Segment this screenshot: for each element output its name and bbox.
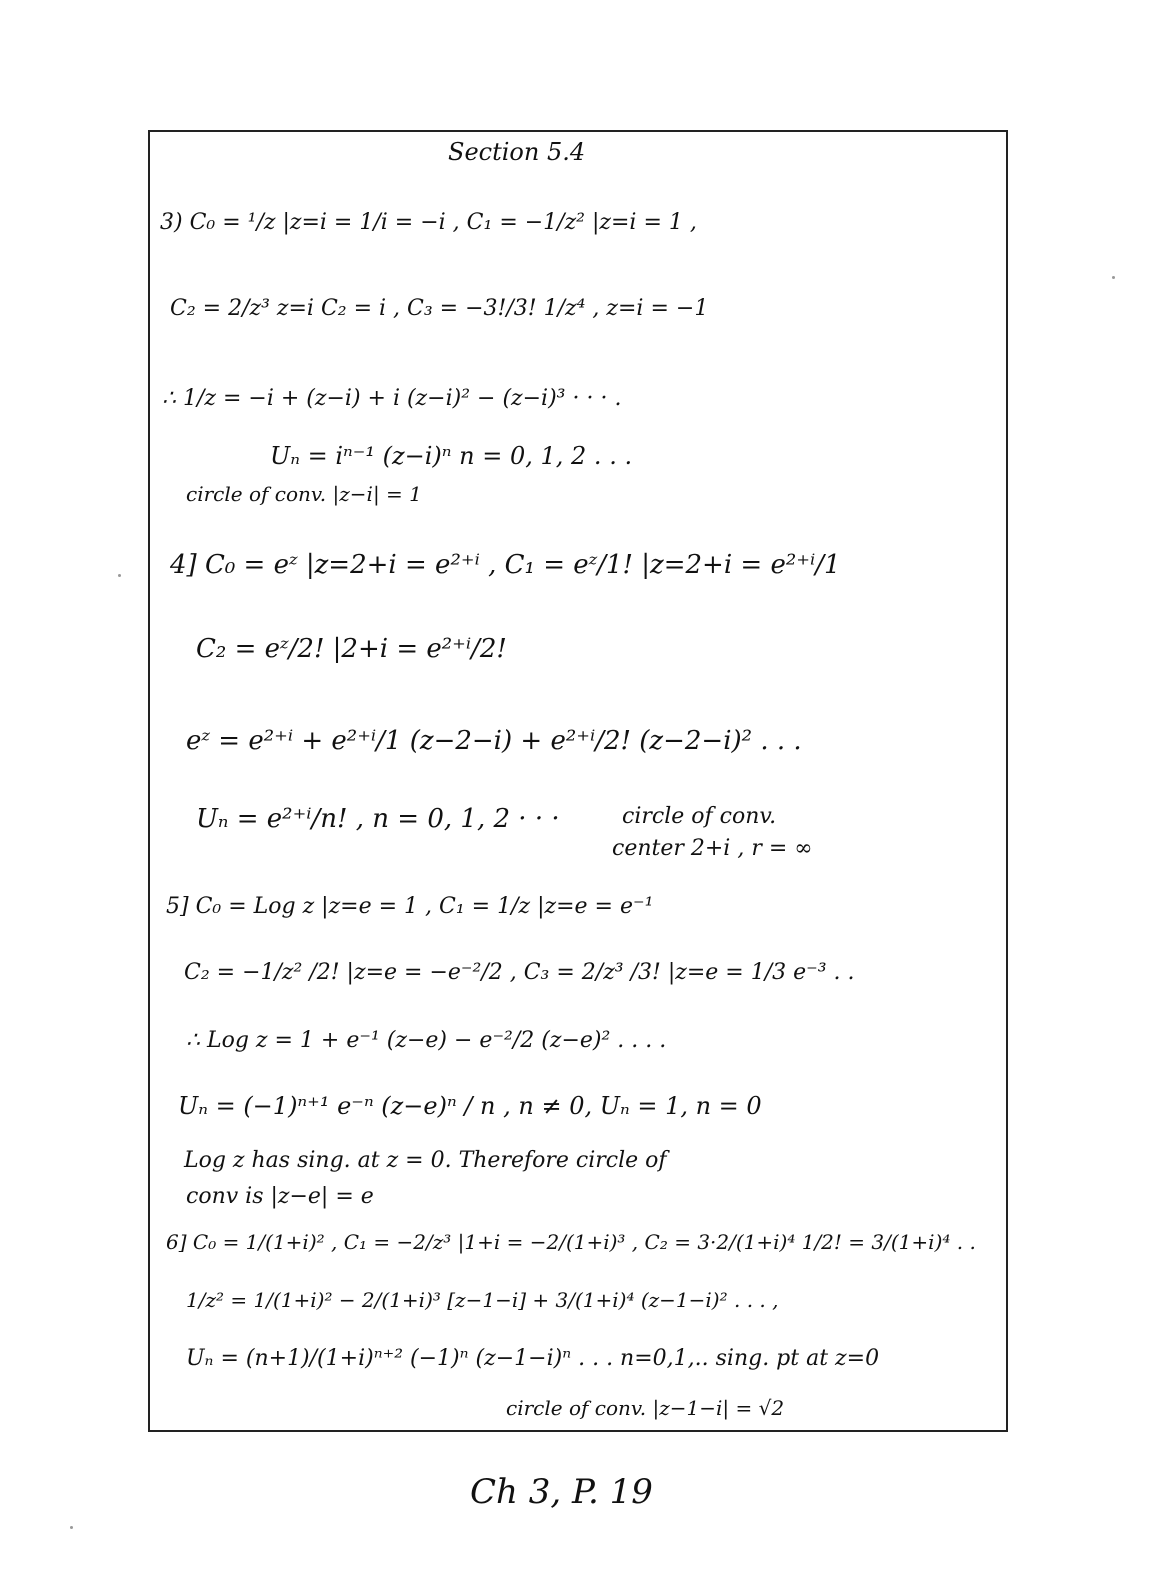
problem-6-line-3: Uₙ = (n+1)/(1+i)ⁿ⁺² (−1)ⁿ (z−1−i)ⁿ . . . n=0,1,.. sing. pt at z=0 <box>186 1346 880 1371</box>
problem-4-line-5: center 2+i , r = ∞ <box>612 836 813 861</box>
problem-6-line-2: 1/z² = 1/(1+i)² − 2/(1+i)³ [z−1−i] + 3/(1+i)⁴ (z−1−i)² . . . , <box>186 1288 779 1312</box>
problem-5-line-6: conv is |z−e| = e <box>186 1184 374 1209</box>
section-title: Section 5.4 <box>448 138 586 166</box>
problem-3-line-5: circle of conv. |z−i| = 1 <box>186 482 422 506</box>
problem-3-line-3: ∴ 1/z = −i + (z−i) + i (z−i)² − (z−i)³ · · · . <box>162 386 622 411</box>
problem-4-line-4: Uₙ = e²⁺ⁱ/n! , n = 0, 1, 2 · · · <box>196 804 560 834</box>
page-footer: Ch 3, P. 19 <box>470 1472 653 1512</box>
scan-speck <box>1112 276 1115 279</box>
scan-speck <box>118 574 121 577</box>
problem-3-line-1: 3) C₀ = ¹/z |z=i = 1/i = −i , C₁ = −1/z² |z=i = 1 , <box>160 210 697 235</box>
problem-4-line-4b: circle of conv. <box>622 804 777 829</box>
problem-5-line-5: Log z has sing. at z = 0. Therefore circle of <box>184 1148 667 1173</box>
problem-3-line-2: C₂ = 2/z³ z=i C₂ = i , C₃ = −3!/3! 1/z⁴ , z=i = −1 <box>170 296 709 321</box>
problem-4-line-2: C₂ = eᶻ/2! |2+i = e²⁺ⁱ/2! <box>196 634 507 664</box>
problem-5-line-3: ∴ Log z = 1 + e⁻¹ (z−e) − e⁻²/2 (z−e)² . . . . <box>186 1028 667 1053</box>
scan-speck <box>70 1526 73 1529</box>
problem-5-line-4: Uₙ = (−1)ⁿ⁺¹ e⁻ⁿ (z−e)ⁿ / n , n ≠ 0, Uₙ = 1, n = 0 <box>178 1092 762 1120</box>
problem-5-line-1: 5] C₀ = Log z |z=e = 1 , C₁ = 1/z |z=e = e⁻¹ <box>166 894 654 919</box>
problem-6-line-4: circle of conv. |z−1−i| = √2 <box>506 1396 785 1420</box>
problem-6-line-1: 6] C₀ = 1/(1+i)² , C₁ = −2/z³ |1+i = −2/(1+i)³ , C₂ = 3·2/(1+i)⁴ 1/2! = 3/(1+i)⁴ . . <box>166 1230 976 1254</box>
problem-4-line-3: eᶻ = e²⁺ⁱ + e²⁺ⁱ/1 (z−2−i) + e²⁺ⁱ/2! (z−2−i)² . . . <box>186 726 802 756</box>
problem-4-line-1: 4] C₀ = eᶻ |z=2+i = e²⁺ⁱ , C₁ = eᶻ/1! |z=2+i = e²⁺ⁱ/1 <box>170 550 841 580</box>
problem-3-line-4: Uₙ = iⁿ⁻¹ (z−i)ⁿ n = 0, 1, 2 . . . <box>270 442 633 470</box>
problem-5-line-2: C₂ = −1/z² /2! |z=e = −e⁻²/2 , C₃ = 2/z³ /3! |z=e = 1/3 e⁻³ . . <box>184 960 855 985</box>
